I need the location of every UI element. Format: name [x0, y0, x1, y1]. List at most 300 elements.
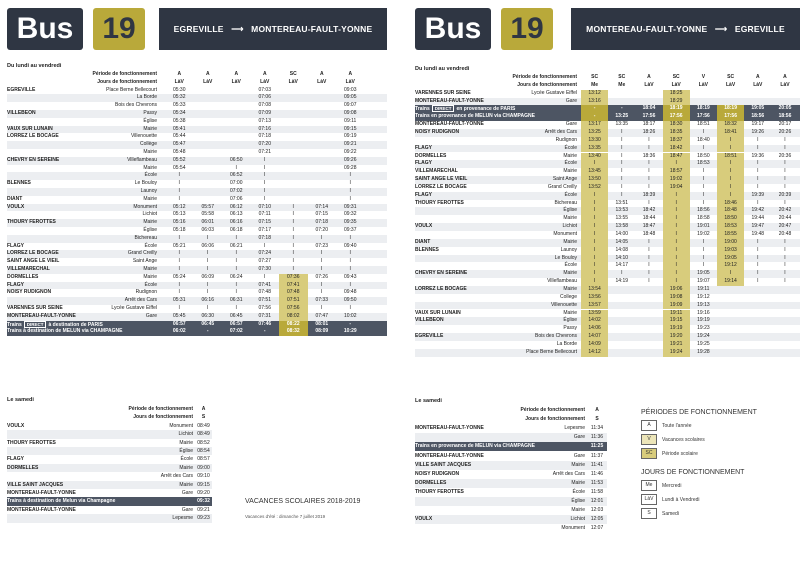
time-cell: 09:20 [197, 490, 210, 496]
time-cell: 19:05 [751, 105, 765, 112]
table-row [415, 461, 607, 470]
table-row [415, 215, 800, 223]
time-cell [279, 133, 308, 141]
time-cell: SC [727, 74, 735, 80]
stop-name: VILLE SAINT JACQUES [415, 461, 472, 468]
time-cell: 08:09 [315, 328, 329, 335]
time-cell: I [581, 215, 608, 223]
stop-name: VAUX SUR LUNAIN [415, 309, 461, 316]
time-cell: 08:22 [279, 321, 308, 329]
train-champagne-label: Trains en provenance de MELUN via CHAMPAGNE [415, 443, 535, 450]
time-cell [279, 141, 308, 149]
time-cell: 18:44 [642, 215, 656, 222]
time-cell: 13:50 [581, 176, 608, 184]
time-cell [717, 302, 744, 310]
stop-detail: Launoy [560, 246, 577, 253]
time-cell: 19:03 [717, 247, 744, 255]
time-cell: I [757, 262, 759, 269]
table-row [7, 481, 212, 489]
stop-detail: Mairie [143, 266, 157, 272]
time-cell [608, 294, 635, 302]
time-cell: 08:01 [315, 320, 329, 327]
time-cell [744, 317, 771, 325]
time-cell [308, 102, 337, 110]
time-cell: I [178, 234, 180, 241]
stop-detail: Villeflambeau [127, 156, 157, 163]
legend [641, 409, 791, 522]
stop-detail: Lichiot [178, 431, 193, 438]
legend-day-code: LàV [641, 494, 657, 505]
time-cell: I [264, 180, 266, 187]
table-row [7, 250, 387, 258]
table-row [415, 515, 607, 524]
stop-name: FLAGY [415, 160, 432, 167]
time-cell: 20:42 [778, 207, 792, 214]
time-cell: I [717, 184, 744, 192]
table-row [415, 310, 800, 318]
time-cell: I [264, 188, 266, 194]
table-row [7, 157, 387, 165]
time-cell: 13:12 [581, 90, 608, 98]
stop-detail: Jours de fonctionnement [525, 416, 585, 423]
stop-name: VAUX SUR LUNAIN [7, 125, 53, 132]
time-cell: 07:20 [315, 227, 328, 233]
table-row [415, 333, 800, 341]
stop-name: VARENNES SUR SEINE [7, 305, 63, 311]
train-direct-row [415, 105, 800, 113]
time-cell: 07:08 [258, 102, 271, 109]
time-cell: 07:21 [258, 149, 271, 155]
left-route-banner [159, 8, 387, 50]
stop-detail: Gare [145, 312, 157, 319]
table-row [415, 302, 800, 310]
time-cell: 07:06 [258, 94, 271, 101]
time-cell: 13:59 [581, 310, 608, 318]
time-cell: I [292, 219, 294, 226]
time-cell: 19:08 [663, 294, 690, 302]
legend-periods-title: PÉRIODES DE FONCTIONNEMENT [641, 409, 757, 416]
stop-detail: Mairie [571, 461, 585, 468]
stop-detail: Place Berne Bellecourt [526, 348, 577, 355]
stop-name: BLENNES [7, 180, 31, 187]
time-cell [308, 165, 337, 173]
time-cell: A [595, 407, 599, 413]
stop-detail: Mairie [143, 149, 157, 155]
stop-name: FLAGY [415, 191, 432, 198]
table-row [415, 270, 800, 278]
time-cell: I [264, 164, 266, 171]
stop-detail: Jours de fonctionnement [517, 81, 577, 88]
time-cell: V [701, 74, 706, 80]
time-cell [744, 310, 771, 318]
time-cell: I [648, 254, 650, 261]
train-label-prefix: Trains [7, 321, 22, 328]
time-cell: I [349, 258, 351, 265]
table-row [415, 262, 800, 270]
time-cell: 18:53 [697, 160, 710, 167]
time-cell: I [648, 168, 650, 175]
stop-detail: Église [563, 207, 577, 214]
time-cell: 14:17 [615, 262, 629, 269]
time-cell: 18:55 [717, 231, 744, 239]
time-cell: 19:11 [663, 310, 690, 318]
time-cell [222, 133, 251, 141]
time-cell: 06:45 [201, 320, 215, 327]
stop-name: CHEVRY EN SEREINE [415, 270, 468, 277]
time-cell: I [235, 305, 237, 311]
time-cell: 07:26 [315, 273, 328, 280]
time-cell: 18:40 [697, 136, 710, 143]
time-cell [279, 180, 308, 188]
time-cell [279, 118, 308, 126]
vacances-title: VACANCES SCOLAIRES 2018-2019 [245, 498, 361, 505]
time-cell [635, 98, 662, 106]
time-cell: 05:52 [172, 156, 186, 163]
train-label-rest: à destination de PARIS [48, 321, 103, 328]
time-cell: I [349, 266, 351, 272]
time-cell: I [648, 176, 650, 183]
train-label-rest: en provenance de PARIS [456, 106, 516, 113]
time-cell: 18:47 [642, 223, 656, 230]
time-cell: 13:45 [581, 168, 608, 176]
time-cell: 09:22 [343, 149, 357, 155]
time-cell: I [702, 199, 705, 206]
time-cell: 19:20 [663, 333, 690, 341]
table-row [7, 289, 387, 297]
time-cell: I [321, 258, 323, 265]
time-cell: 19:09 [663, 302, 690, 310]
time-cell: I [784, 160, 786, 167]
time-cell: 18:17 [642, 121, 656, 128]
time-cell: I [784, 246, 786, 253]
time-cell: I [702, 262, 705, 269]
time-cell: 09:07 [343, 102, 357, 109]
time-cell: A [755, 74, 760, 80]
time-cell: 14:00 [615, 231, 629, 237]
table-row [415, 479, 607, 488]
time-cell: 06:30 [201, 312, 214, 319]
time-cell: SC [289, 71, 297, 77]
time-cell: 11:58 [590, 488, 604, 495]
table-row [7, 464, 212, 472]
time-cell: I [581, 278, 608, 286]
stop-detail: École [564, 144, 577, 151]
stop-name: FLAGY [415, 144, 432, 151]
time-cell: 18:51 [717, 153, 744, 161]
time-cell: 05:24 [172, 273, 186, 280]
time-cell [744, 286, 771, 294]
time-cell: 18:19 [663, 105, 690, 113]
stop-name: DORMELLES [415, 152, 447, 159]
stop-detail: Mairie [563, 309, 577, 316]
time-cell: 20:47 [778, 223, 792, 230]
stop-name: VILLEMARECHAL [7, 266, 50, 272]
stop-detail: Mairie [563, 168, 577, 175]
time-cell: 19:21 [663, 341, 690, 349]
stop-name: SAINT ANGE LE VIEIL [415, 176, 468, 183]
time-cell: I [321, 250, 323, 257]
table-row [7, 235, 387, 243]
table-row [7, 297, 387, 305]
time-cell: I [207, 234, 209, 241]
time-cell: SC [672, 74, 680, 80]
time-cell: I [235, 258, 237, 265]
table-row [415, 325, 800, 333]
table-row [7, 266, 387, 274]
time-cell: 08:54 [197, 448, 210, 454]
time-cell: I [702, 246, 705, 253]
time-cell: 10:02 [343, 312, 357, 319]
time-cell: I [717, 160, 744, 168]
time-cell: I [621, 168, 623, 175]
time-cell: 06:18 [229, 227, 243, 233]
time-cell: 14:12 [581, 349, 608, 357]
time-cell: I [292, 203, 294, 210]
time-cell: I [757, 199, 759, 206]
table-row [415, 192, 800, 200]
time-cell: I [178, 250, 180, 257]
right-bus-label: Bus [415, 8, 491, 50]
time-cell: I [349, 188, 351, 194]
time-cell: I [648, 183, 650, 190]
stop-detail: Mairie [563, 285, 577, 292]
time-cell: 07:02 [229, 328, 243, 335]
time-cell: Me [591, 81, 599, 88]
table-row [7, 133, 387, 141]
table-row [7, 439, 212, 447]
stop-detail: Église [571, 498, 585, 504]
time-cell [717, 325, 744, 333]
time-cell: 12:05 [590, 516, 604, 523]
time-cell: I [757, 176, 759, 183]
stop-detail: École [144, 281, 157, 288]
time-cell: 19:02 [663, 176, 690, 184]
stop-name: MONTEREAU-FAULT-YONNE [7, 312, 76, 319]
time-cell: 06:01 [201, 219, 214, 226]
time-cell [717, 317, 744, 325]
time-cell: 19:00 [717, 239, 744, 247]
time-cell: 19:24 [697, 333, 710, 340]
time-cell: I [321, 234, 323, 241]
table-row [415, 255, 800, 263]
stop-detail: Arrêt des Cars [544, 128, 577, 135]
time-cell: I [235, 234, 237, 241]
stop-detail: Gare [181, 490, 193, 496]
time-cell: I [621, 191, 623, 198]
time-cell: 05:12 [172, 203, 186, 210]
time-cell: 19:12 [697, 293, 710, 300]
time-cell [222, 94, 251, 102]
table-row [7, 258, 387, 266]
stop-detail: Villenouette [130, 133, 157, 140]
time-cell: 17:56 [696, 113, 710, 120]
time-cell: 09:03 [343, 86, 357, 93]
time-cell: 07:46 [258, 320, 272, 327]
left-line-number: 19 [93, 8, 145, 50]
time-cell [194, 118, 223, 126]
time-cell: I [663, 200, 690, 208]
time-cell: I [581, 270, 608, 278]
stop-name: BLENNES [415, 246, 439, 253]
time-cell: 09:37 [343, 227, 357, 233]
time-cell: 05:38 [172, 117, 186, 124]
time-cell: I [178, 188, 180, 194]
stop-detail: Mairie [143, 273, 157, 280]
time-cell: 07:20 [258, 141, 271, 148]
time-cell: A [647, 74, 651, 80]
stop-name: LORREZ LE BOCAGE [415, 285, 467, 292]
time-cell [194, 87, 223, 95]
time-cell: 18:26 [642, 128, 656, 135]
stop-detail: Passy [563, 325, 577, 332]
time-cell: 19:04 [663, 184, 690, 192]
time-cell: 18:30 [663, 121, 690, 129]
time-cell: SC [618, 74, 626, 80]
time-cell: LàV [345, 78, 355, 85]
stop-name: NOISY RUDIGNON [7, 289, 52, 296]
time-cell: 07:31 [258, 312, 271, 319]
table-row [7, 506, 212, 514]
time-cell: I [663, 223, 690, 231]
time-cell: I [648, 199, 650, 206]
stop-name: THOURY FEROTTES [7, 219, 56, 226]
table-row [7, 472, 212, 480]
table-row [7, 405, 212, 413]
time-cell: I [207, 250, 209, 257]
time-cell: 19:17 [751, 121, 765, 128]
time-cell [771, 325, 798, 333]
time-cell: I [648, 238, 650, 245]
time-cell: I [207, 266, 209, 272]
time-cell: 07:41 [279, 282, 308, 290]
time-cell: 11:37 [590, 452, 604, 459]
stop-detail: Mairie [563, 152, 577, 159]
stop-detail: École [564, 191, 577, 198]
time-cell [744, 98, 771, 106]
table-row [7, 110, 387, 118]
table-row [415, 294, 800, 302]
stop-detail: Rudignon [135, 289, 157, 296]
stop-detail: Mairie [179, 464, 193, 471]
time-cell [279, 87, 308, 95]
stop-detail: Gare [181, 506, 193, 513]
time-cell: I [292, 250, 294, 257]
time-cell: 09:26 [343, 156, 357, 163]
time-cell: 06:57 [229, 320, 243, 327]
time-cell: 09:21 [343, 141, 357, 148]
time-cell: I [178, 258, 180, 265]
time-cell [690, 98, 717, 106]
time-cell: I [581, 160, 608, 168]
time-cell: 13:35 [581, 145, 608, 153]
stop-detail: École [144, 172, 157, 179]
table-row [7, 243, 387, 251]
legend-period-item [641, 448, 791, 459]
stop-detail: Collège [140, 141, 157, 148]
stop-name: THOURY FEROTTES [7, 439, 56, 446]
time-cell [771, 317, 798, 325]
table-row [415, 153, 800, 161]
table-row [415, 207, 800, 215]
time-cell: I [235, 250, 237, 257]
time-cell [717, 349, 744, 357]
time-cell: 19:19 [697, 317, 710, 324]
stop-detail: Saint Ange [552, 176, 577, 183]
time-cell: 11:41 [590, 461, 604, 468]
vacances-text: Vacances d'été : dimanche 7 juillet 2019 [245, 514, 326, 519]
stop-detail: Mairie [143, 125, 157, 132]
time-cell: 14:08 [615, 246, 629, 253]
time-cell: I [349, 234, 351, 241]
time-cell: 19:25 [697, 340, 710, 347]
left-weekday-table [7, 71, 387, 391]
time-cell: 09:32 [343, 211, 357, 218]
table-row [7, 102, 387, 110]
time-cell: 19:48 [751, 231, 765, 237]
time-cell: 18:42 [663, 145, 690, 153]
stop-name: MONTEREAU-FAULT-YONNE [415, 425, 484, 432]
stop-detail: Gare [565, 97, 577, 104]
time-cell: 09:31 [343, 203, 357, 210]
time-cell: 09:43 [343, 273, 357, 280]
time-cell: I [757, 246, 759, 253]
time-cell: LàV [726, 81, 736, 88]
time-cell: A [205, 71, 210, 77]
time-cell: 06:31 [229, 297, 243, 304]
time-cell: I [717, 270, 744, 278]
stop-detail: Mairie [571, 479, 585, 486]
table-row [415, 506, 607, 515]
direct-badge: DIRECT [24, 321, 47, 328]
stop-detail: Villeflambeau [547, 278, 577, 285]
time-cell: 18:58 [697, 215, 710, 222]
time-cell [308, 87, 337, 95]
time-cell: 19:28 [697, 348, 710, 355]
train-melun-row [7, 328, 387, 336]
time-cell: 14:19 [615, 278, 629, 285]
stop-detail: Bois des Chevrons [535, 333, 577, 340]
time-cell: I [581, 247, 608, 255]
table-row [415, 278, 800, 286]
time-cell: LàV [780, 81, 790, 88]
time-cell [308, 118, 337, 126]
time-cell [194, 180, 223, 188]
time-cell: 08:02 [279, 313, 308, 321]
stop-detail: Église [143, 117, 157, 124]
stop-name: MONTEREAU-FAULT-YONNE [7, 490, 76, 496]
table-row [415, 223, 800, 231]
time-cell: I [663, 255, 690, 263]
time-cell: 18:53 [717, 223, 744, 231]
time-cell: I [349, 250, 351, 257]
stop-detail: Gare [573, 452, 585, 459]
stop-detail: Mairie [143, 195, 157, 202]
time-cell [308, 180, 337, 188]
time-cell [279, 102, 308, 110]
time-cell: I [757, 160, 759, 167]
time-cell: 19:16 [697, 309, 710, 316]
time-cell: 09:11 [344, 117, 357, 124]
table-row [415, 137, 800, 145]
time-cell: - [263, 328, 266, 335]
time-cell: 06:57 [172, 320, 186, 327]
time-cell: 19:02 [697, 231, 710, 237]
time-cell: 07:48 [279, 289, 308, 297]
table-row [415, 488, 607, 497]
time-cell: 05:13 [172, 211, 186, 218]
table-row [415, 90, 800, 98]
time-cell: 19:05 [717, 255, 744, 263]
